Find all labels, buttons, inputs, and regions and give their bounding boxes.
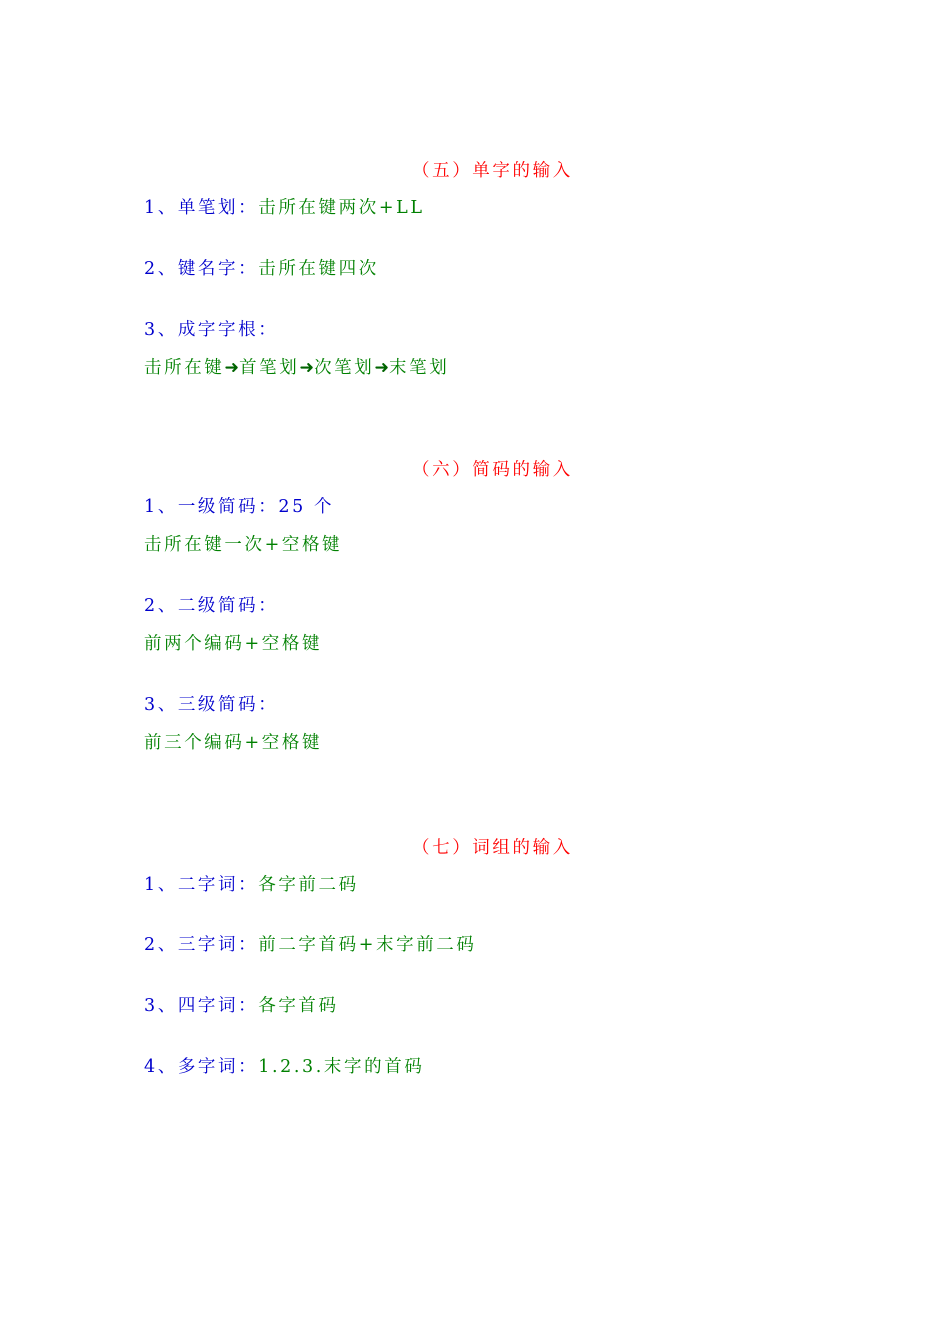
section-title-5: （五）单字的输入 [412,161,573,181]
list-item [144,1055,424,1079]
list-item [144,933,477,957]
item-text: 各字前二码 [258,875,359,895]
list-item [144,196,425,220]
sequence-step: 首笔划 [239,358,300,378]
item-text: 前两个编码+空格键 [144,634,323,654]
sequence-step: 次笔划 [314,358,375,378]
item-label: 2、键名字： [144,259,259,279]
sequence-step: 末笔划 [389,358,450,378]
list-item [144,994,339,1018]
item-label: 3、成字字根： [144,320,279,340]
right-arrow-icon: ➜ [299,358,315,378]
sequence-step: 击所在键 [144,358,225,378]
list-item [144,257,379,281]
list-item [144,873,359,897]
section-title-6: （六）简码的输入 [412,460,573,480]
item-label: 1、二字词： [144,875,259,895]
list-item [144,318,278,342]
item-label: 2、二级简码： [144,596,279,616]
right-arrow-icon: ➜ [224,358,240,378]
item-label: 1、单笔划： [144,198,259,218]
item-text: 前三个编码+空格键 [144,733,323,753]
item-label: 4、多字词： [144,1057,259,1077]
item-text: 1.2.3.末字的首码 [258,1057,425,1077]
section-title-7: （七）词组的输入 [412,838,573,858]
item-text: 前二字首码+末字前二码 [258,935,477,955]
item-label: 3、四字词： [144,996,259,1016]
item-text: 击所在键四次 [258,259,379,279]
item-label: 3、三级简码： [144,695,279,715]
stroke-sequence [144,356,449,380]
right-arrow-icon: ➜ [374,358,390,378]
item-label: 1、一级简码：25 个 [144,497,335,517]
item-text: 击所在键一次+空格键 [144,535,343,555]
item-text: 击所在键两次+LL [258,198,425,218]
item-label: 2、三字词： [144,935,259,955]
item-text: 各字首码 [258,996,339,1016]
